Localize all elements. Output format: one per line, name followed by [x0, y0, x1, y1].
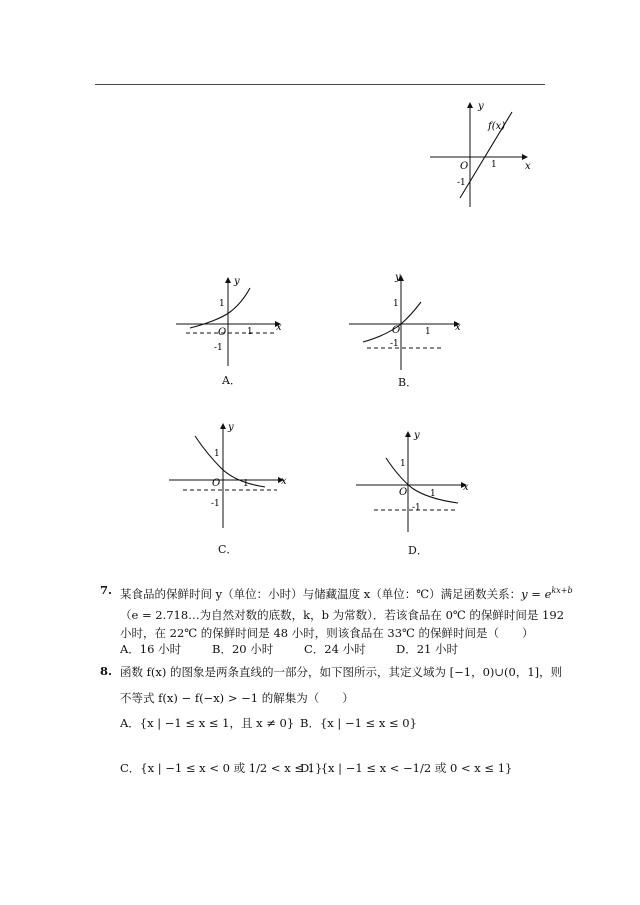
graph-d-neg1: -1 [412, 503, 421, 513]
graph-a-y-label: y [234, 276, 240, 287]
q7-line1-text: 某食品的保鲜时间 y（单位：小时）与储藏温度 x（单位：℃）满足函数关系： [120, 586, 522, 601]
fx-y-label: y [478, 101, 484, 112]
graph-a-origin: O [218, 327, 227, 338]
q8-option-d: D．{x | −1 ≤ x < −1/2 或 0 < x ≤ 1} [300, 761, 513, 775]
graph-c [165, 420, 290, 532]
graph-c-neg1: -1 [211, 499, 220, 509]
q8-line2: 不等式 f(x) − f(−x) > −1 的解集为（ ） [120, 691, 354, 705]
graph-d [352, 428, 472, 536]
graph-d-x-label: x [463, 482, 469, 493]
graph-d-curve [386, 458, 458, 503]
graph-c-x-label: x [281, 476, 287, 487]
q7-formula [521, 587, 572, 601]
graph-b-origin: O [392, 325, 401, 336]
q8-number: 8. [100, 664, 113, 678]
q7-option-a: A．16 小时 [120, 642, 182, 656]
graph-d-option-label: D． [408, 544, 428, 557]
q8-line1: 函数 f(x) 的图象是两条直线的一部分，如下图所示，其定义域为 [−1，0)∪(0，1]，则 [120, 665, 563, 679]
graph-c-origin: O [212, 478, 221, 489]
fx-graph [425, 95, 535, 210]
graph-b [345, 270, 465, 375]
graph-b-one-x: 1 [425, 327, 431, 337]
graph-a-x-label: x [276, 322, 282, 333]
header-rule [95, 84, 545, 85]
fx-neg1: -1 [457, 178, 466, 188]
q7-option-d: D．21 小时 [396, 642, 459, 656]
graph-c-one-x: 1 [243, 479, 249, 489]
q7-option-b: B．20 小时 [212, 642, 274, 656]
q7-formula-base: y = e [521, 586, 552, 601]
graph-a-option-label: A． [222, 374, 241, 387]
q7-line2: （e = 2.718…为自然对数的底数，k，b 为常数）．若该食品在 0℃ 的保鲜时间是 192 [120, 608, 565, 622]
q7-line1 [120, 583, 573, 602]
fx-one: 1 [491, 160, 497, 170]
graph-b-neg1: -1 [390, 339, 399, 349]
fx-x-label: x [525, 161, 531, 172]
graph-d-origin: O [399, 487, 408, 498]
q8-option-a: A．{x | −1 ≤ x ≤ 1，且 x ≠ 0} [120, 716, 295, 730]
q7-option-c: C．24 小时 [304, 642, 366, 656]
graph-a-one-x: 1 [247, 327, 253, 337]
graph-a-one-y: 1 [219, 299, 225, 309]
q7-line3: 小时，在 22℃ 的保鲜时间是 48 小时，则该食品在 33℃ 的保鲜时间是（ ） [120, 626, 534, 640]
graph-c-y-label: y [228, 422, 234, 433]
graph-a [172, 272, 287, 372]
graph-c-curve [195, 436, 265, 487]
graph-a-neg1: -1 [214, 343, 223, 353]
graph-b-y-label: y [395, 272, 401, 283]
fx-origin: O [460, 161, 469, 172]
q7-formula-exp: kx+b [551, 586, 573, 595]
graph-d-one-y: 1 [400, 459, 406, 469]
graph-b-x-label: x [455, 322, 461, 333]
graph-d-y-label: y [414, 430, 420, 441]
q8-option-c: C．{x | −1 ≤ x < 0 或 1/2 < x ≤ 1} [120, 761, 323, 775]
fx-label: f(x) [488, 121, 506, 132]
graph-c-one-y: 1 [214, 449, 220, 459]
q8-option-b: B．{x | −1 ≤ x ≤ 0} [300, 716, 417, 730]
graph-d-one-x: 1 [430, 489, 436, 499]
graph-c-option-label: C． [218, 543, 238, 556]
graph-b-one-y: 1 [393, 299, 399, 309]
q7-number: 7. [100, 583, 113, 597]
graph-b-curve [363, 302, 421, 342]
graph-b-option-label: B． [398, 376, 418, 389]
